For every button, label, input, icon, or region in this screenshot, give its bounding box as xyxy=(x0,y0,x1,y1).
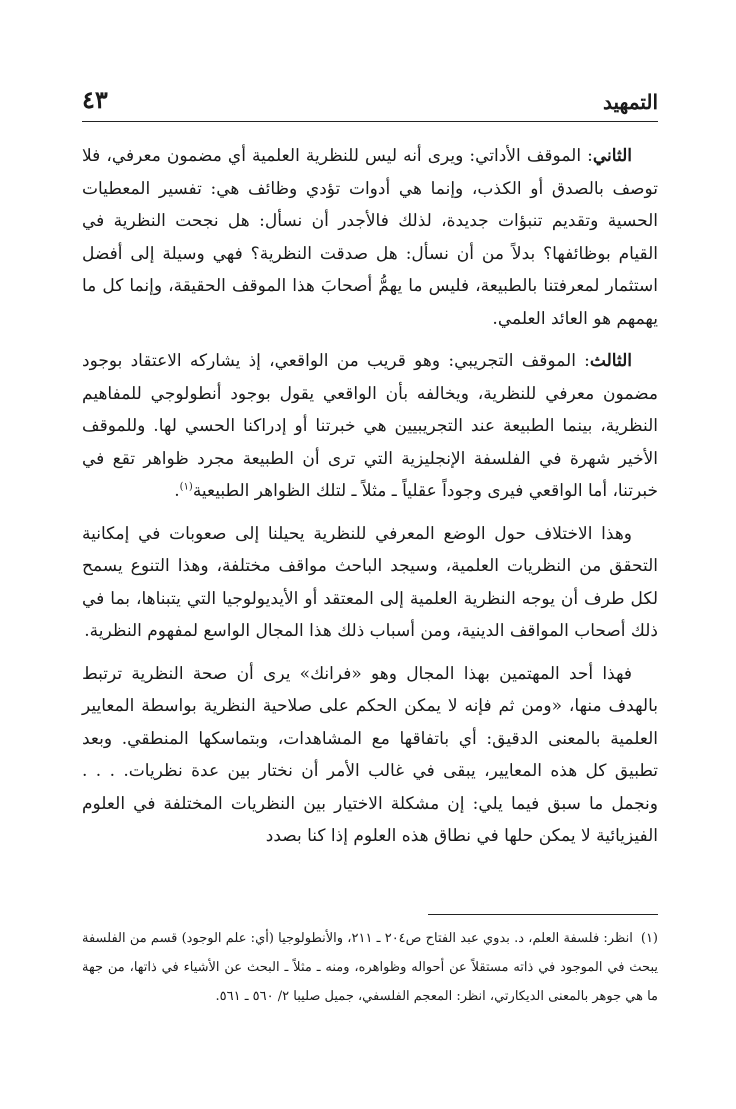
footnote-marker: (١) xyxy=(640,931,658,946)
paragraph-text: فهذا أحد المهتمين بهذا المجال وهو «فرانك» يرى أن صحة النظرية ترتبط بالهدف منها، «ومن ثم فإنه لا يمكن الحكم على صلاحية النظرية بواسطة المعايير العلمية بالمعنى الدقيق: أي باتفاقها مع المشاهدات، وبتماسكها المنطقي. وبعد تطبيق كل هذه المعايير، يبقى في غالب الأمر أن نختار بين عدة نظريات. . . . ونجمل ما سبق فيما يلي: إن مشكلة الاختيار بين النظريات المختلفة في العلوم الفيزيائية لا يمكن حلها في نطاق هذه العلوم إذا كنا بصدد xyxy=(82,663,658,846)
paragraph-lead: الثاني xyxy=(592,146,632,166)
paragraph-third-position xyxy=(82,345,658,508)
paragraph-frank-quote xyxy=(82,658,658,853)
paragraph-text: : الموقف التجريبي: وهو قريب من الواقعي، إذ يشاركه الاعتقاد بوجود مضمون معرفي للنظرية، ويخالفه بأن الواقعي يقول بوجود أنطولوجي للمفاهيم النظرية، بينما الطبيعة عند التجريبيين هي خبرتنا أو إدراكنا الحسي لها. وللموقف الأخير شهرة في الفلسفة الإنجليزية التي ترى أن الطبيعة مجرد ظواهر تقع في خبرتنا، أما الواقعي فيرى وجوداً عقلياً ـ مثلاً ـ لتلك الظواهر الطبيعية xyxy=(82,351,658,501)
running-title: التمهيد xyxy=(603,90,658,114)
footnote xyxy=(82,924,658,1011)
paragraph-second-position xyxy=(82,140,658,335)
paragraph-lead: الثالث xyxy=(589,351,632,371)
footnote-text: انظر: فلسفة العلم، د. بدوي عبد الفتاح ص٢٠٤ ـ ٢١١، والأنطولوجيا (أي: علم الوجود) قسم من الفلسفة يبحث في الموجود في ذاته مستقلاً عن أحواله وظواهره، ومنه ـ مثلاً ـ البحث عن الأشياء في ذاتها، من جهة ما هي جوهر بالمعنى الديكارتي، انظر: المعجم الفلسفي، جميل صليبا ٢/ ٥٦٠ ـ ٥٦١. xyxy=(82,931,658,1004)
page-header xyxy=(82,85,658,119)
page-number: ٤٣ xyxy=(82,85,108,114)
paragraph-difficulties xyxy=(82,518,658,648)
header-rule xyxy=(82,121,658,122)
footnote-reference: (١) xyxy=(179,481,193,493)
paragraph-text: وهذا الاختلاف حول الوضع المعرفي للنظرية يحيلنا إلى صعوبات في إمكانية التحقق من النظريات العلمية، وسيجد الباحث مواقف مختلفة، وهذا التنوع يسمح لكل طرف أن يوجه النظرية العلمية إلى المعتقد أو الأيديولوجيا التي يتبناها، بما في ذلك أصحاب المواقف الدينية، ومن أسباب ذلك هذا المجال الواسع لمفهوم النظرية. xyxy=(82,523,658,641)
footnote-rule xyxy=(428,914,658,915)
paragraph-tail: . xyxy=(174,481,180,501)
body-text xyxy=(82,140,658,863)
paragraph-text: : الموقف الأداتي: ويرى أنه ليس للنظرية العلمية أي مضمون معرفي، فلا توصف بالصدق أو الكذب، وإنما هي أدوات تؤدي وظائف هي: تفسير المعطيات الحسية وتقديم تنبؤات جديدة، لذلك فالأجدر أن نسأل: هل نجحت النظرية في القيام بوظائفها؟ بدلاً من أن نسأل: هل صدقت النظرية؟ فهي وسيلة إلى أفضل استثمار لمعرفتنا بالطبيعة، فليس ما يهمُّ أصحابَ هذا الموقف الحقيقة، وإنما كل ما يهمهم هو العائد العلمي. xyxy=(82,146,658,329)
